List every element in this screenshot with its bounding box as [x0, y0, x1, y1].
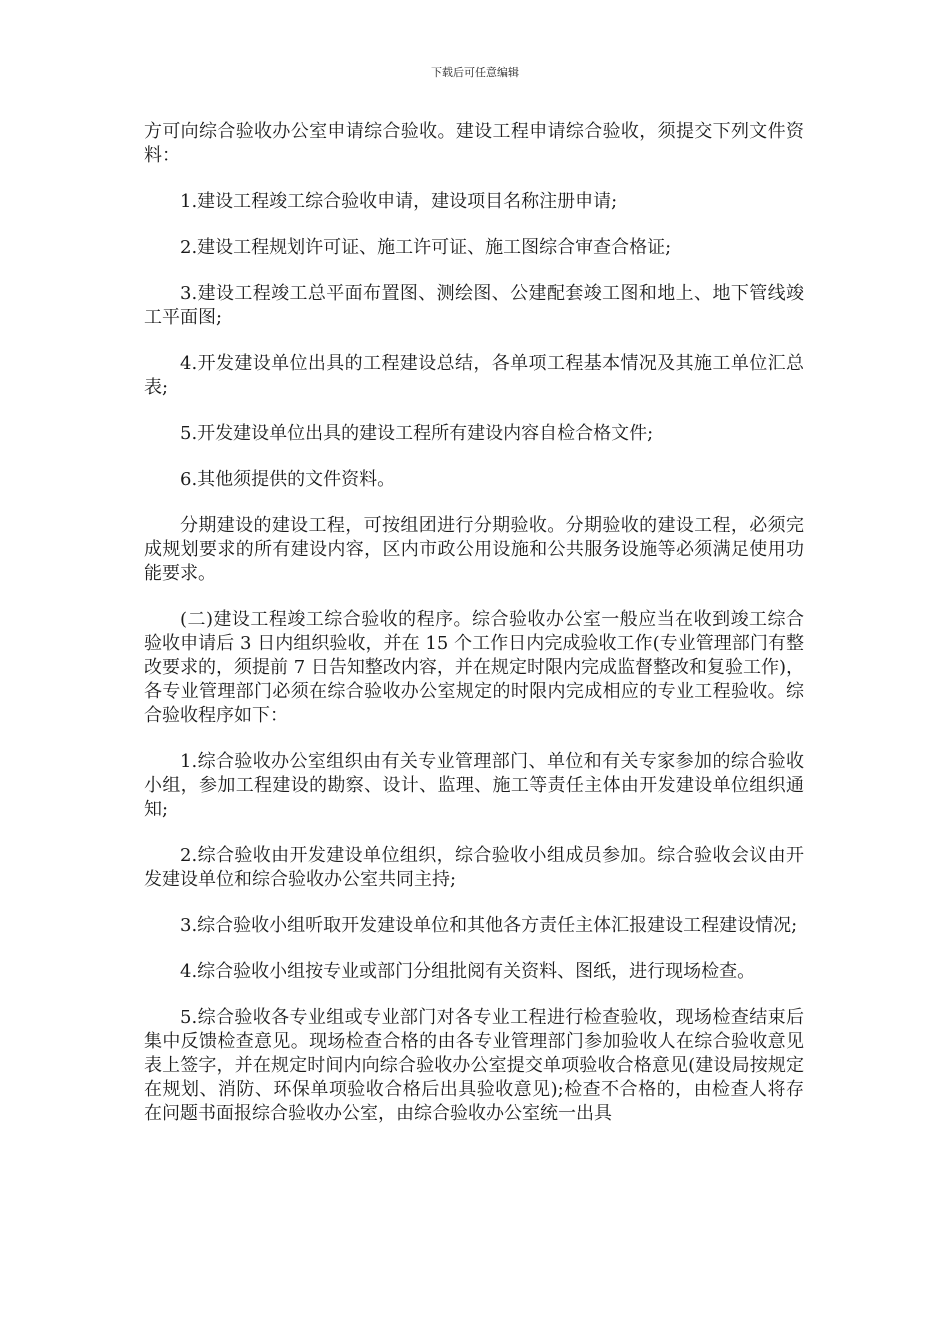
procedure-step-3: 3.综合验收小组听取开发建设单位和其他各方责任主体汇报建设工程建设情况;	[180, 915, 798, 936]
paragraph-procedure: (二)建设工程竣工综合验收的程序。综合验收办公室一般应当在收到竣工综合验收申请后 3 日内组织验收，并在 15 个工作日内完成验收工作(专业管理部门有整改要求的，须提前 7 日告知整改内容，并在规定时限内完成监督整改和复验工作)，各专业管理部门必须在综合验收办公室规定的时限内完成相应的专业工程验收。综合验收程序如下：	[144, 609, 804, 726]
list-item-5: 5.开发建设单位出具的建设工程所有建设内容自检合格文件;	[180, 423, 654, 444]
procedure-step-5: 5.综合验收各专业组或专业部门对各专业工程进行检查验收，现场检查结束后集中反馈检查意见。现场检查合格的由各专业管理部门参加验收人在综合验收意见表上签字，并在规定时间内向综合验收办公室提交单项验收合格意见(建设局按规定在规划、消防、环保单项验收合格后出具验收意见);检查不合格的，由检查人将存在问题书面报综合验收办公室，由综合验收办公室统一出具	[144, 1007, 804, 1124]
paragraph-intro: 方可向综合验收办公室申请综合验收。建设工程申请综合验收，须提交下列文件资料：	[144, 121, 804, 166]
list-item-4: 4.开发建设单位出具的工程建设总结，各单项工程基本情况及其施工单位汇总表;	[144, 353, 804, 398]
procedure-step-2: 2.综合验收由开发建设单位组织，综合验收小组成员参加。综合验收会议由开发建设单位和综合验收办公室共同主持;	[144, 845, 804, 890]
procedure-step-1: 1.综合验收办公室组织由有关专业管理部门、单位和有关专家参加的综合验收小组，参加工程建设的勘察、设计、监理、施工等责任主体由开发建设单位组织通知;	[144, 751, 804, 820]
procedure-step-4: 4.综合验收小组按专业或部门分组批阅有关资料、图纸，进行现场检查。	[180, 961, 756, 982]
document-body	[144, 120, 804, 1148]
list-item-6: 6.其他须提供的文件资料。	[180, 469, 396, 490]
list-item-3: 3.建设工程竣工总平面布置图、测绘图、公建配套竣工图和地上、地下管线竣工平面图;	[144, 283, 804, 328]
header-note: 下载后可任意编辑	[431, 66, 519, 79]
list-item-1: 1.建设工程竣工综合验收申请，建设项目名称注册申请;	[180, 191, 618, 212]
list-item-2: 2.建设工程规划许可证、施工许可证、施工图综合审查合格证;	[180, 237, 672, 258]
paragraph-phased-acceptance: 分期建设的建设工程，可按组团进行分期验收。分期验收的建设工程，必须完成规划要求的所有建设内容，区内市政公用设施和公共服务设施等必须满足使用功能要求。	[144, 515, 804, 584]
